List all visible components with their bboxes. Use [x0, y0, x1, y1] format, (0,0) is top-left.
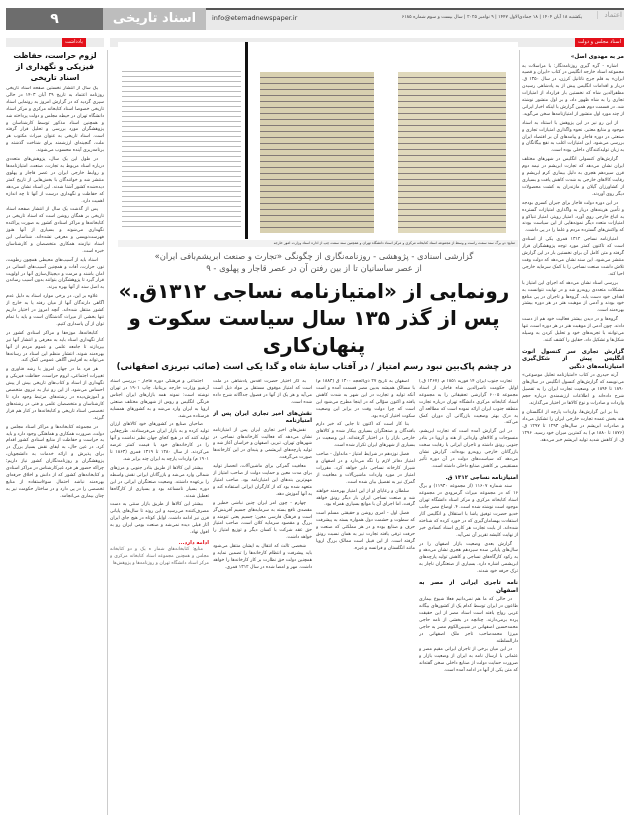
email-link[interactable]: info@etemadnewspaper.ir	[212, 14, 298, 22]
kicker-line: گزارشی اسنادی - پژوهشی - روزنامه‌نگاری از چگونگی «تجارت و صنعت ابریشم‌بافی ایران»	[154, 251, 474, 261]
paragraph: از این رو نیز در این پژوهش با استناد به اسناد موجود و منابع معتبر، نحوه واگذاری امتیازات تجاری و صنعتی در دوره قاجار و پیامدهای آن بر اقتصاد ایران بررسی می‌شود. این امتیازات اغلب به نفع بیگانگان و به زیان تولیدکنندگان داخلی بوده است.	[522, 120, 624, 154]
headline-line: پس از گذر ۱۳۵ سال سیاست سکوت و پنهان‌کاری	[128, 306, 500, 357]
editorial	[6, 50, 104, 816]
kicker	[110, 250, 518, 274]
right-column	[522, 50, 624, 816]
headline	[110, 278, 518, 359]
paragraph: گزارش بعدی وضعیت بازار اصفهان را در سال‌های پایانی سده سیزدهم هجری نشان می‌دهد و به رکود کارگاه‌های نساجی و کاهش تولید پارچه‌های ابریشمی اشاره دارد. بسیاری از صنعتگران ناچار به ترک حرفه خود شدند.	[419, 541, 518, 575]
paragraph: سند شماره ۱۱۶۰۷ (از مجموعه ۱۱۹۳۰) و برگ ۱۶ که در مجموعه میراث گرمرودی در مجموعه اسناد کتابخانه مرکزی و مرکز اسناد دانشگاه تهران موجود است نوشته شده است. ۴. اوضاع مصر جانب خدیو حضرت توفیق پاشا با استقلال و انگلیس آثار استفادت بهسامان‌گیری که در خورد کرده که شناخته شده‌اند. از بابت تجارت هر کاری اسناد کسادی خبر از نهایت کلیشه تقریر آن نمی‌آید.	[419, 484, 518, 538]
page-number: ۹	[6, 8, 103, 30]
paragraph: بنا کار است که اکنون تا جایی که خبر دارم بافندگان و صنعتگران بسیاری بیکار شده و کالاهای خارجی بازار را در اختیار گرفته‌اند. این وضعیت در بسیاری از شهرهای ایران تکرار شده است.	[316, 422, 415, 449]
textile-concession-subhead: امتیازنامه نساجی ۱۳۱۲ ق.	[445, 474, 518, 481]
headline-line: رونمایی از «امتیازنامه نساجی ۱۳۱۲ق.»	[118, 279, 510, 303]
article-column	[110, 379, 209, 816]
article-column	[316, 379, 415, 816]
column-divider	[519, 50, 520, 815]
paragraph: بیشتر این کالاها از طریق بازار سنتی به دست مصرف‌کننده می‌رسید و این روند تا سال‌های پایانی قرن نیز ادامه داشت. اوایل کوتاه در هیچ جای ایران آثار قبلی دیده نمی‌شد و صنعت بومی ایران رو به افول نهاد.	[110, 502, 209, 536]
paragraph: نقش‌های اخیر تجاری ایران پس از امتیازنامه نشان می‌دهد که فعالیت کارخانه‌های نساجی در شهرهای تهران، تبریز، اصفهان و خراسان آغاز شد و تولید پارچه‌های ابریشمی و پنبه‌ای در این کارخانه‌ها صورت می‌گرفت.	[213, 427, 312, 461]
date-line: یکشنبه ۱۸ آبان ۱۴۰۴ | ۱۸ جمادی‌الاول ۱۴۴۷ | ۹ نوامبر ۲۰۲۵ | سال بیست و سوم شماره ۶۱۸۵	[401, 15, 582, 20]
printed-document-image	[118, 42, 245, 239]
article-column	[213, 379, 312, 816]
paragraph: در طول این یک سال، پژوهش‌های متعددی درباره اسناد مربوط به تجارت، صنعت، امتیازنامه‌ها و روابط خارجی ایران در عصر قاجار و پهلوی منتشر شد و خوانندگان با بخش‌هایی از تاریخ کمتر دیده‌شده کشور آشنا شدند. این اسناد نشان می‌دهد که حفاظت و نگهداری درست از آنها تا چه اندازه اهمیت دارد.	[6, 157, 104, 204]
paragraph: اشاره - گره گیری روزنامه‌نگار: با مراسلات به مجموعه اسناد خارجه انگلیس در کتاب «ایران و قضیه ایران» به قلم جرج ناتانیل کرزن، در سال ۱۳۵۰ ق. دربار و اقدامات انگلیس پیش از به پادشاهی رسیدن مظفرالدین شاه که نخستین بار قرارداد از امتیازات تجاری را به شاه ظهور داد، و بر اول منشور نوشته شد. در قسمت دوم همین گزارش با اینکه اخبار ایرانی از چند مورد اول منشور از امتیازنامه‌ها سخن می‌گوید.	[522, 63, 624, 117]
paragraph: در این دوره دولت قاجار برای جبران کسری بودجه و تأمین هزینه‌های دربار به واگذاری امتیازات گسترده به اتباع خارجی روی آورد. امتیاز رویتر، امتیاز تنباکو و امتیازات متعدد دیگر نمونه‌هایی از این سیاست بودند که واکنش‌های گسترده مردم و علما را در پی داشت.	[522, 200, 624, 234]
paragraph: تجارت جنوب ایران ۱۴ فوریه ۱۸۵۱ م. (۱۲۶۷ ق.) اوایل حکومت ناصرالدین شاه قاجار، از اسناد مجموعه ۶۰۰۵ گزارشی تحقیقاتی را به مجموعه اسناد کتابخانه مرکزی دانشگاه تهران درباره تجارت منطقه جنوب ایران ارائه نموده است که مطالعه آن به درک بهتر وضعیت بازرگانی آن دوران کمک می‌کند.	[419, 379, 518, 426]
paragraph: معافیت گمرکی برای ماشین‌آلات، انحصار تولید برای مدت معین و حمایت دولت از صاحب امتیاز از مهم‌ترین بندهای این امتیازنامه بود. صاحب امتیاز متعهد شده بود که از کارگران ایرانی استفاده کند و به آنها آموزش دهد.	[213, 464, 312, 497]
article-columns	[110, 379, 518, 816]
consul-report-subhead: گزارش تجاری سر کنسول انوت انگلیس پیش از شکل‌گیری امتیازنامه‌های دنگین	[522, 348, 624, 370]
editorial-body	[6, 86, 104, 816]
right-column-lead: مر به مهدوی اصل»	[570, 54, 624, 60]
handwritten-document-image	[248, 42, 386, 239]
editorial-title: لزوم حراست، حفاظت فیزیکی و نگهداری از اسناد تاریخی	[13, 51, 97, 82]
paragraph: در این میان برخی از تاجران ایرانی مقیم مصر و عثمانی با ارسال نامه به ایران از وضعیت بازار و ضرورت حمایت دولت از صنایع داخلی سخن گفته‌اند که متن یکی از آنها در ادامه آمده است.	[419, 647, 518, 674]
kicker-line: از عصر ساسانیان تا از بین رفتن آن در عصر قاجار و پهلوی - ۹	[206, 263, 422, 273]
paragraph: شخصی ثالث که انتقال به ایشان منتقل می‌شود باید پیشرفت و انتظام کارخانه‌ها را تضمین نماید و همچنین دولت حق نظارت بر کار کارخانه‌ها را خواهد داشت. مهر و امضا شده در سال ۱۳۱۲ قمری.	[213, 544, 312, 570]
right-column-body	[522, 64, 624, 345]
column-divider	[107, 50, 108, 815]
paragraph: سلطان و رعایای او از این امتیاز بهره‌مند خواهند شد و صنعت نساجی ایران بار دیگر رونق خواهد گرفت، اما اجرای آن با موانع بسیاری همراه بود.	[316, 488, 415, 508]
handwritten-document-image	[386, 42, 518, 239]
paragraph: در حالی که ما هم نمی‌دانیم فعلا شیوع بیماری طاعون در ایران توسط کدام یک از کشورهای بیگانه غربی رواج یافته است اسناد مصر از این حقیقت پرده برمی‌دارند. چنانچه در بخشی از نامه حاجی محمدحسین اصفهانی در شیبین‌الکوم مصر به حاجی میرزا محمدصاحب تاجر ملک اصفهانی در دارالسلطنه	[419, 597, 518, 644]
paragraph: اسناد باید از آسیب‌های محیطی همچون رطوبت، نور، حرارت، آفات و همچنین آسیب‌های انسانی در امان باشند و مرمت و دیجیتال‌سازی آنها در اولویت قرار گیرد تا پژوهشگران بتوانند بدون آسیب رساندن به اصل سند از آنها بهره ببرند.	[6, 257, 104, 291]
consul-report-body	[522, 373, 624, 444]
headline-subtitle: در چشم پاک‌بین نبود رسم امتیاز / در آفتاب سایهٔ شاه و گدا یکی است (صائب تبریزی اصفهانی)	[116, 362, 512, 372]
left-label-bar	[6, 38, 104, 47]
continued-label: ادامه دارد...	[178, 539, 209, 546]
paragraph: بنا بر این گزارش‌ها، واردات پارچه از انگلستان و هند بخش عمده تجارت خارجی ایران را تشکیل می‌داد و صادرات ابریشم در سال‌های ۱۲۹۳ تا ۱۲۹۷ ق. (۱۸۷۶ تا ۱۸۸۰ م.) به کمترین میزان خود رسید. ۱۲۹۶ ق. از کاهش شدید تولید ابریشم خبر می‌دهد.	[522, 409, 624, 443]
section-label: اسناد مجلس و دولت	[575, 38, 624, 47]
paragraph: در مجموعه کتابخانه‌ها و مراکز اسناد مجلس و دولت، ضرورت همکاری و هماهنگی وجود دارد و باید به حراست و حفاظت از منابع اسنادی کشور اقدام کرد. در عین حال، به ایفای نقش بسیار بزرگ در برای پذیرش و ارائه خدمات به دانشجویان، پژوهشگران و روزنامه‌نگاران کشور نیاز داریم؛ چراکه حضور هر فرد غیرکارشناس در مراکز اسنادی و کتابخانه‌های کشور که از دانش و اخلاق حرفه‌ای بهره‌مند نباشد احتمال سوءاستفاده از منابع تخصصی را در پی دارد و در ساختار حکومت نیز به چنان بیماری می‌انجامد.	[6, 424, 104, 499]
sources-note: منابع: کتابخانه‌های شمار ه یک و دو کتابخانه مجلس و همچنین مجموعه اسناد کتابخانه مرکزی و مرکز اسناد دانشگاه تهران و روزنامه‌ها و پژوهش‌ها	[110, 546, 209, 566]
photo-caption: منابع: دو برگ سند سمت راست و وسط از مجموعه اسناد کتابخانه مرکزی و مرکز اسناد دانشگاه تهران و همچنین سند سمت چپ از اداره اسناد وزارت امور خارجه	[118, 240, 518, 247]
paragraph: کتابخانه‌ها، موزه‌ها و مراکز اسنادی کشور در کنار نگهداری اسناد باید به معرفی و انتشار آنها نیز بپردازند تا جامعه علمی و عموم مردم از آنها بهره‌مند شوند. انتشار منظم این اسناد در رسانه‌ها می‌تواند به افزایش آگاهی عمومی کمک کند.	[6, 330, 104, 364]
paragraph: چهارم - چون امر ایران چنین نباشی خطیر و مقصدی نافع بسته به سرمایه‌های جسیم آفرینش‌گر است و فرهنگ فارسی معین: جسیم یعنی تنومند و بزرگ و مقصود سرمایه کلان است، صاحب امتیاز حق عقد شرکت با کسان دیگر و توزیع امتیاز را خواهد داشت.	[213, 500, 312, 541]
paragraph: آرنه حیدری در کتاب «امتیازنامه تحلیل موضوعی» می‌نویسد که گزارش‌های کنسول انگلیس در سال‌های ۱۸۹۰ تا ۱۸۹۴ م. وضعیت تجارت ایران را به تفصیل شرح داده‌اند و اطلاعات ارزشمندی درباره حجم واردات و صادرات و نوع کالاها در اختیار می‌گذارند.	[522, 373, 624, 406]
newspaper-logo: اعتماد	[597, 11, 622, 19]
paragraph: صاحبان صنایع در کشورهای خود کالاهای ارزان تولید کرده و به بازار ایران می‌فرستادند. طرح‌هایی تولید کنند که در هیچ کجای جهان نظیر نداشت و آنها را در کارخانه‌های خود با قیمت کمتر عرضه می‌کردند. از سال ۱۲۸۰ تا ۱۳۱۹ قمری (۱۸۶۳ تا ۱۹۰۱ م) واردات پارچه به ایران چند برابر شد.	[110, 422, 209, 462]
paragraph: بیشتر این کالاها از طریق بنادر جنوبی و مرزهای شمالی وارد می‌شد و بازرگانان ایرانی نقش واسطه را برعهده داشتند. وضعیت صنعتگران ایرانی در این دوره بسیار نامساعد بود و بسیاری از کارگاه‌ها تعطیل شدند.	[110, 465, 209, 499]
paragraph: فصل نوزدهم در شرایط امتیاز - مانداول - صاحب امتیاز دفاتر لازم را نگه می‌دارد و در اصفهان و شیراز کارخانه نساجی دایر خواهد کرد. مقررات امتیاز در مورد واردات ماشین‌آلات و معافیت از گمرک نیز به تفصیل بیان شده است.	[316, 452, 415, 485]
recent-roles-subhead: نقش‌های اخیر تجاری ایران پس از امتیازنامه	[213, 410, 312, 425]
paragraph: بررسی اسناد نشان می‌دهد که اجرای این امتیاز با مشکلات متعددی روبه‌رو شد و در نهایت نتوانست به اهداف خود دست یابد. گروه‌ها و تاجران در پی منافع خود بودند و آدمی از موهبت هنر در هر دوره بیشتر بهره‌مند است.	[522, 280, 624, 314]
paragraph: گروه‌ها و در دیدن بیشتر فعالیت خود هم از دست دادند. چون آدمی از موهبت هنر در هر دوره است، تنها می‌توانند با تجربه‌های خود و تحلیل کردن به وسیله شکل‌ها و تشکیل داد، حقایق را کشف کنند.	[522, 317, 624, 343]
paragraph: در این گزارش آمده است که تجارت ابریشم، منسوجات و کالاهای وارداتی از هند و اروپا در بنادر جنوبی رونق داشته و تاجران ایرانی با رقابت سخت بازرگانان خارجی روبه‌رو بوده‌اند. گزارش نشان می‌دهد که سیاست‌های دولت در آن دوره تأثیر مستقیمی بر کاهش صنایع داخلی داشته است.	[419, 429, 518, 469]
documents-photo	[118, 42, 518, 239]
paragraph: هر فرد ما در جهان امروز با رشد فناوری و تغییرات اجتماعی، لزوم حراست، حفاظت فیزیکی و نگهداری از اسناد و کتاب‌های تاریخی بیش از پیش احساس می‌شود. از این رو نیاز به نیروی متخصص و آموزش‌دیده در رشته‌های مرتبط وجود دارد تا کارشناسان و متخصصان علمی و فنی در رشته‌های تخصصی اسناد تاریخی و کتابخانه‌ها در کنار هم قرار گیرند.	[6, 367, 104, 421]
note-label: یادداشت	[62, 38, 86, 47]
paragraph: فصل اول - امری روشن و حقیقتی مسلم است که سطوت و حشمت دول همواره بسته به پیشرفت حرف و صنایع بوده و در هر مملکتی که صنعت و حرفت ترقی یافته تجارت نیز به همان نسبت رونق گرفته است. از این قبیل است ممالک بزرگ اروپا مانند انگلستان و فرانسه و غیره.	[316, 511, 415, 551]
paragraph: به کار اختیار حضرت اقدس پادشاهی در ملت است که امتیاز موقوف مستقل بر مواد ذیل است می‌آید و هر یک از آنها در فصول جداگانه شرح داده شده است.	[213, 379, 312, 405]
paragraph: پس از گذشت یک سال از انتشار صفحه اسناد تاریخی بر همگان روشن است که اسناد تاریخی در کتابخانه‌ها و مراکز اسنادی کشور به صورت پراکنده نگهداری می‌شوند و بسیاری از آنها هنوز فهرست‌نویسی و معرفی نشده‌اند. شناسایی این اسناد نیازمند همکاری متخصصان و کارشناسان خبره است.	[6, 207, 104, 254]
paragraph: یک سال از انتشار نخستین صفحه اسناد تاریخی روزنامه اعتماد به تاریخ ۲۹ آبان ۱۴۰۳ در حالی سپری گردید که در گزارش امروز به رونمایی اسناد تاریخی خصوصا اسناد کتابخانه مرکزی و مرکز اسناد دانشگاه تهران در حیطه مجلس و دولت پرداخته شد و همچنین اسناد مذکور توسط کارشناسان و پژوهشگران مورد بررسی و تحلیل قرار گرفته است. اسناد تاریخی به عنوان میراث مکتوب هر ملت، گنجینه‌ای ارزشمند برای شناخت گذشته و برنامه‌ریزی آینده محسوب می‌شوند.	[6, 86, 104, 154]
paragraph: علاوه بر این، در برخی موارد اسناد به دلیل عدم آگاهی دارندگان آنها از میان رفته یا به خارج از کشور منتقل شده‌اند. آنچه امروز در اختیار داریم تنها بخشی از میراث گذشتگان است و باید با تمام توان از آن پاسداری کنیم.	[6, 294, 104, 327]
paragraph: گزارش‌های کنسولی انگلیس در شهرهای مختلف ایران نشان می‌دهد که تجارت ابریشم در نیمه دوم قرن سیزدهم هجری به دلیل بیماری کرم ابریشم و رقابت کالاهای خارجی به شدت کاهش یافت و بسیاری از کشاورزان گیلان و مازندران به کشت محصولات دیگر روی آوردند.	[522, 157, 624, 197]
article	[110, 250, 518, 816]
article-column	[419, 379, 518, 816]
paragraph: امتیازنامه نساجی ۱۳۱۲ قمری یکی از اسنادی است که تاکنون کمتر مورد توجه پژوهشگران قرار گرفته و متن کامل آن برای نخستین بار در این گزارش منتشر می‌شود. این سند نشان می‌دهد که دولت وقت تلاش داشت صنعت نساجی را با کمک سرمایه خارجی احیا کند.	[522, 237, 624, 277]
paragraph: اصفهان به تاریخ ۲۷ ذی‌الحجه ۱۳۰۰ ق (۱۸۸۳ م) با مسالک همیشه به‌بین مصر قسمت آمده و است آنکه تولید و تجارت در این شهر به شدت کاهش یافته و اکنون سؤالی که در اینجا مطرح می‌شود این است که چرا دولت وقت در برابر این وضعیت سکوت اختیار کرده بود.	[316, 379, 415, 419]
section-title: اسناد تاریخی	[103, 8, 206, 30]
merchant-letter-subhead: نامه تاجری ایرانی از مصر به اصفهان	[419, 580, 518, 594]
paragraph: اجتماعی و فرهنگی دوره قاجار - بررسی اسناد آرشیو وزارت خارجه بریتانیا، چاپ ۱۹۰۱ در تهران نوشته است: نمونه همه بازارهای ایران اجناس فرنگی انگلیس و روس از شهرهای مختلف صنعتی اروپا به ایران وارد می‌شد و به کشورهای همسایه فرستاده می‌شد.	[110, 379, 209, 419]
